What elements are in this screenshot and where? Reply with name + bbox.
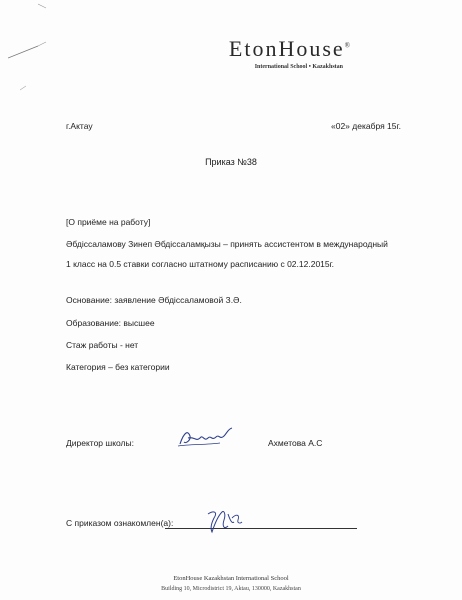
footer-address: Building 10, Microdistrict 19, Aktau, 130000, Kazakhstan xyxy=(161,586,301,592)
order-title: Приказ №38 xyxy=(205,157,257,167)
category: Категория – без категории xyxy=(66,362,170,372)
order-text-line-1: Әбдіссаламову Зинеп Әбдіссаламқызы – принять ассистентом в международный xyxy=(66,239,388,249)
scan-mark-left xyxy=(20,84,30,92)
brand-name: EtonHouse xyxy=(228,36,345,61)
brand-logo xyxy=(0,36,462,62)
director-name: Ахметова А.С xyxy=(268,438,323,448)
brand-subtitle: International School • Kazakhstan xyxy=(254,64,343,70)
registered-mark: ® xyxy=(344,41,352,50)
work-experience: Стаж работы - нет xyxy=(66,340,139,350)
director-label: Директор школы: xyxy=(66,438,134,448)
director-signature xyxy=(176,426,236,450)
basis: Основание: заявление Әбдіссаламовой З.Ә. xyxy=(66,295,242,305)
acknowledged-label: С приказом ознакомлен(а): xyxy=(66,518,174,528)
employee-signature xyxy=(202,506,252,536)
signature-line xyxy=(165,528,357,529)
city: г.Актау xyxy=(66,121,93,131)
order-text-line-2: 1 класс на 0.5 ставки согласно штатному расписанию с 02.12.2015г. xyxy=(66,259,335,269)
education: Образование: высшее xyxy=(66,318,155,328)
document-date: «02» декабря 15г. xyxy=(331,121,401,131)
scan-mark-top xyxy=(38,2,48,12)
order-subject: [О приёме на работу] xyxy=(66,217,151,227)
footer-school-name: EtonHouse Kazakhstan International School xyxy=(173,575,289,582)
